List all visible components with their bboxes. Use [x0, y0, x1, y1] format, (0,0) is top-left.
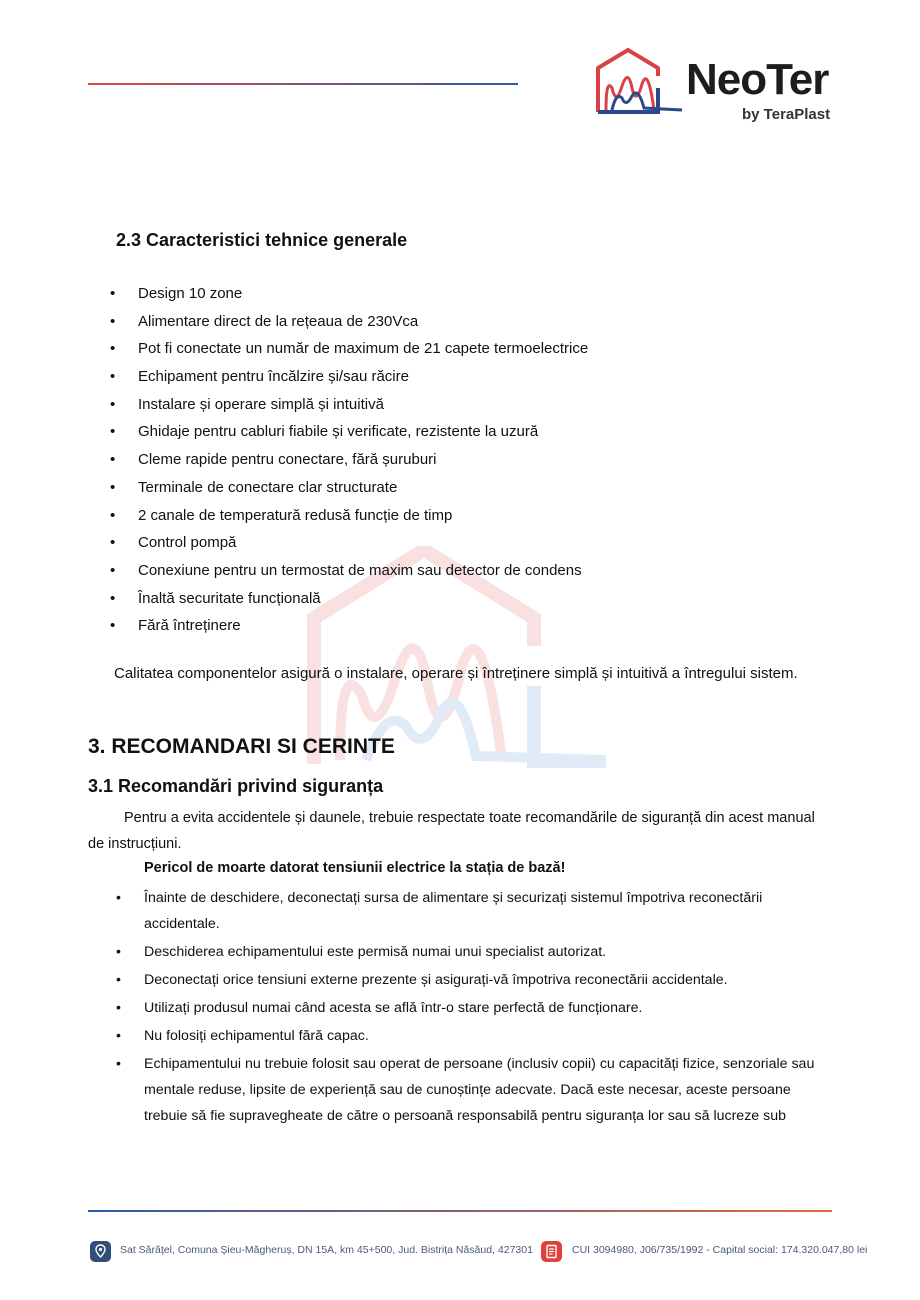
list-item: • Control pompă: [110, 531, 588, 559]
list-item: • Echipamentului nu trebuie folosit sau operat de persoane (inclusiv copii) cu capacități fizice, senzoriale sau mentale reduse, lipsite de experiență sau de cunoștințe adecvate. Dacă este necesar, aceste persoane trebuie să fie supravegheate de către o persoană responsabilă pentru siguranța lor sau să lucreze sub: [116, 1051, 816, 1129]
list-item: • Pot fi conectate un număr de maximum de 21 capete termoelectrice: [110, 337, 588, 365]
list-item: • Deschiderea echipamentului este permisă numai unui specialist autorizat.: [116, 939, 816, 965]
safety-intro: Pentru a evita accidentele și daunele, trebuie respectate toate recomandările de siguranță din acest manual de instrucțiuni.: [88, 810, 815, 852]
footer-divider: [88, 1210, 832, 1212]
list-item: • Terminale de conectare clar structurate: [110, 476, 588, 504]
list-item: • Utilizați produsul numai când acesta se află într-o stare perfectă de funcționare.: [116, 995, 816, 1021]
list-item: • Ghidaje pentru cabluri fiabile și verificate, rezistente la uzură: [110, 420, 588, 448]
brand-tagline: by TeraPlast: [742, 106, 831, 123]
list-item: • Fără întreținere: [110, 614, 588, 642]
list-item: • Alimentare direct de la rețeaua de 230Vca: [110, 310, 588, 338]
header-divider: [88, 83, 518, 85]
list-item: • Înainte de deschidere, deconectați sursa de alimentare și securizați sistemul împotriva reconectării accidentale.: [116, 885, 816, 937]
list-item: • Conexiune pentru un termostat de maxim sau detector de condens: [110, 559, 588, 587]
section-3-1-title: 3.1 Recomandări privind siguranța: [88, 776, 384, 796]
location-pin-icon: [90, 1241, 111, 1262]
list-item: • Deconectați orice tensiuni externe prezente și asigurați-vă împotriva reconectării accidentale.: [116, 967, 816, 993]
components-summary: Calitatea componentelor asigură o instalare, operare și întreținere simplă și intuitivă a întregului sistem.: [114, 665, 798, 682]
technical-features-list: [110, 282, 588, 642]
list-item: • Nu folosiți echipamentul fără capac.: [116, 1023, 816, 1049]
list-item: • Echipament pentru încălzire și/sau răcire: [110, 365, 588, 393]
house-heating-icon: [594, 48, 686, 118]
section-3-title: 3. RECOMANDARI SI CERINTE: [88, 735, 395, 758]
brand-name: NeoTer: [686, 55, 829, 104]
list-item: • Instalare și operare simplă și intuitivă: [110, 393, 588, 421]
section-2-3-title: 2.3 Caracteristici tehnice generale: [116, 230, 408, 250]
list-item: • Design 10 zone: [110, 282, 588, 310]
company-address: Sat Sărățel, Comuna Șieu-Măgheruș, DN 15A, km 45+500, Jud. Bistrița Năsăud, 427301: [120, 1244, 533, 1256]
safety-recommendations-list: [116, 885, 816, 1131]
list-item: • Înaltă securitate funcțională: [110, 587, 588, 615]
document-icon: [541, 1241, 562, 1262]
list-item: • Cleme rapide pentru conectare, fără șuruburi: [110, 448, 588, 476]
company-registration: CUI 3094980, J06/735/1992 - Capital social: 174.320.047,80 lei: [572, 1244, 868, 1256]
electrical-hazard-warning: Pericol de moarte datorat tensiunii electrice la stația de bază!: [144, 860, 566, 876]
brand-logo: [594, 48, 834, 126]
list-item: • 2 canale de temperatură redusă funcție de timp: [110, 504, 588, 532]
